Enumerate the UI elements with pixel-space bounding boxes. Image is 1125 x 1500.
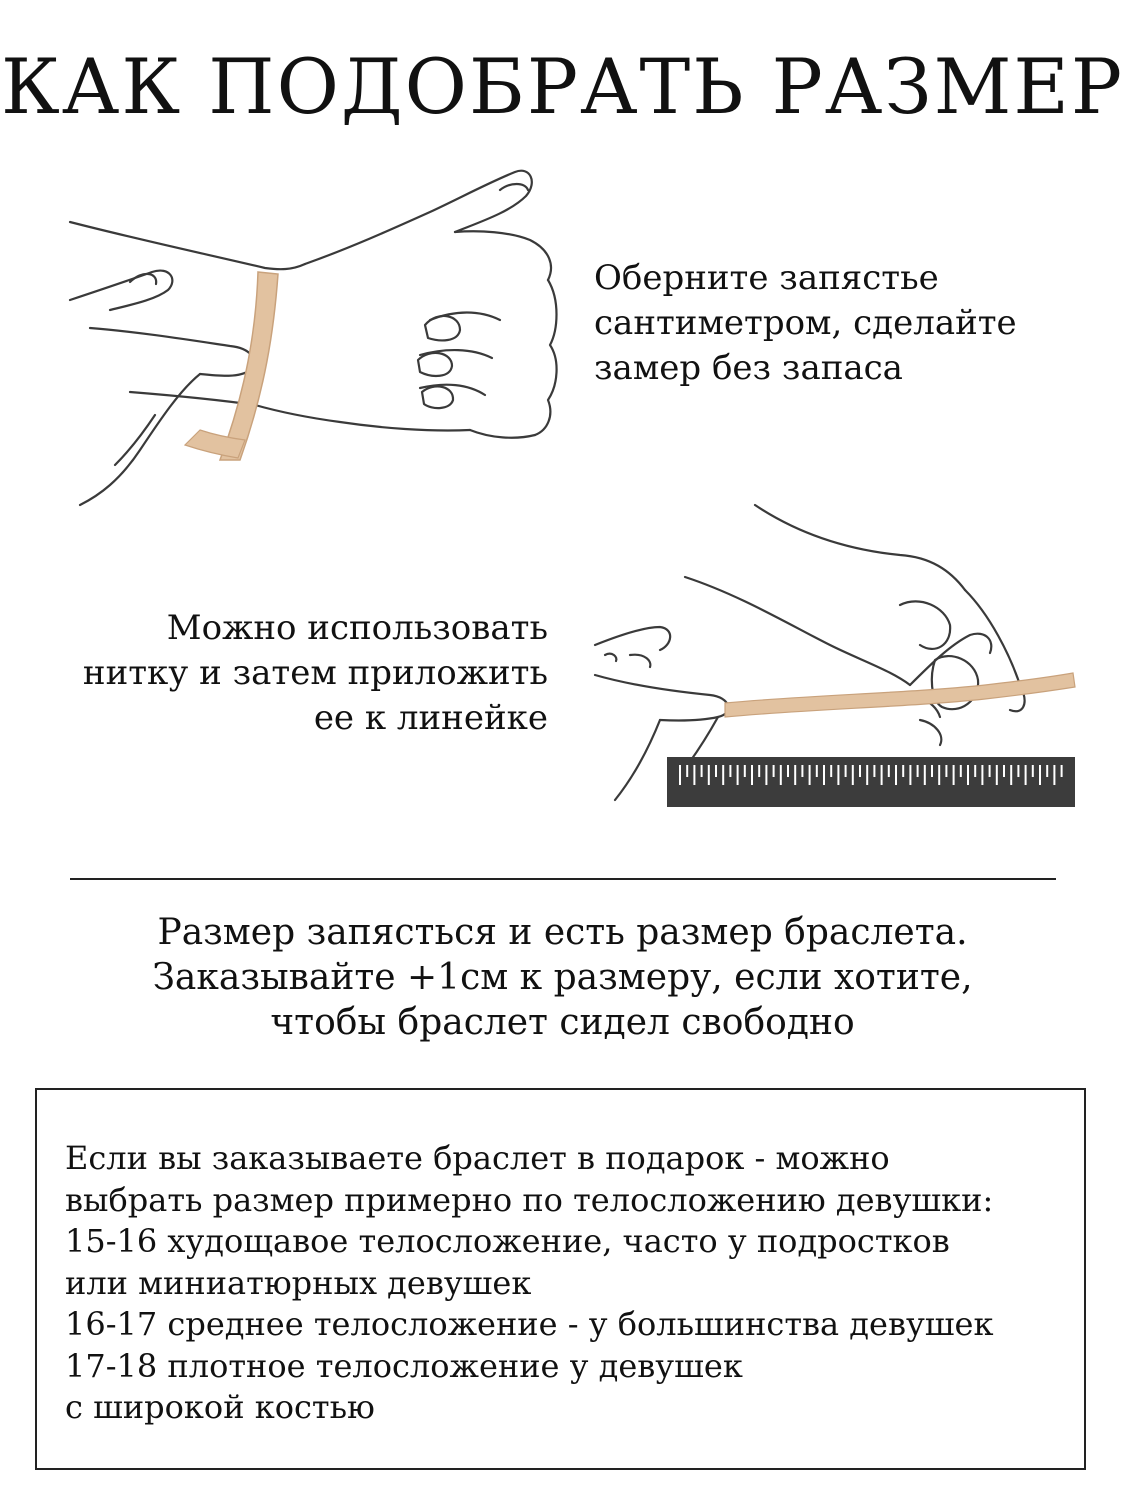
- step1-line: сантиметром, сделайте: [594, 303, 1017, 343]
- page-title: КАК ПОДОБРАТЬ РАЗМЕР: [0, 42, 1125, 131]
- size-note-line: чтобы браслет сидел свободно: [270, 1002, 855, 1043]
- step1-line: Оберните запястье: [594, 258, 939, 298]
- size-note-line: Размер запясться и есть размер браслета.: [157, 912, 968, 953]
- step1-line: замер без запаса: [594, 348, 903, 388]
- gift-box-line: выбрать размер примерно по телосложению девушки:: [65, 1180, 994, 1219]
- step2-line: нитку и затем приложить: [82, 653, 548, 693]
- gift-box-line: Если вы заказываете браслет в подарок - можно: [65, 1139, 890, 1177]
- thread-ruler-illustration: [590, 495, 1090, 825]
- gift-box-line: или миниатюрных девушек: [65, 1263, 532, 1302]
- gift-size-box: [35, 1088, 1086, 1470]
- gift-box-line: 16-17 среднее телосложение - у большинства девушек: [65, 1305, 994, 1343]
- divider: [70, 878, 1056, 880]
- wrist-measuring-illustration: [60, 160, 580, 510]
- ruler-body: [667, 757, 1075, 807]
- gift-box-line: с широкой костью: [65, 1388, 375, 1426]
- step2-line: ее к линейке: [313, 698, 548, 738]
- size-note-line: Заказывайте +1см к размеру, если хотите,: [152, 957, 973, 998]
- step1-instruction: [594, 256, 1094, 391]
- step2-line: Можно использовать: [166, 608, 548, 648]
- size-note: [40, 910, 1085, 1045]
- step2-instruction: [30, 606, 548, 741]
- gift-box-line: 17-18 плотное телосложение у девушек: [65, 1346, 743, 1385]
- gift-box-line: 15-16 худощавое телосложение, часто у подростков: [65, 1222, 950, 1260]
